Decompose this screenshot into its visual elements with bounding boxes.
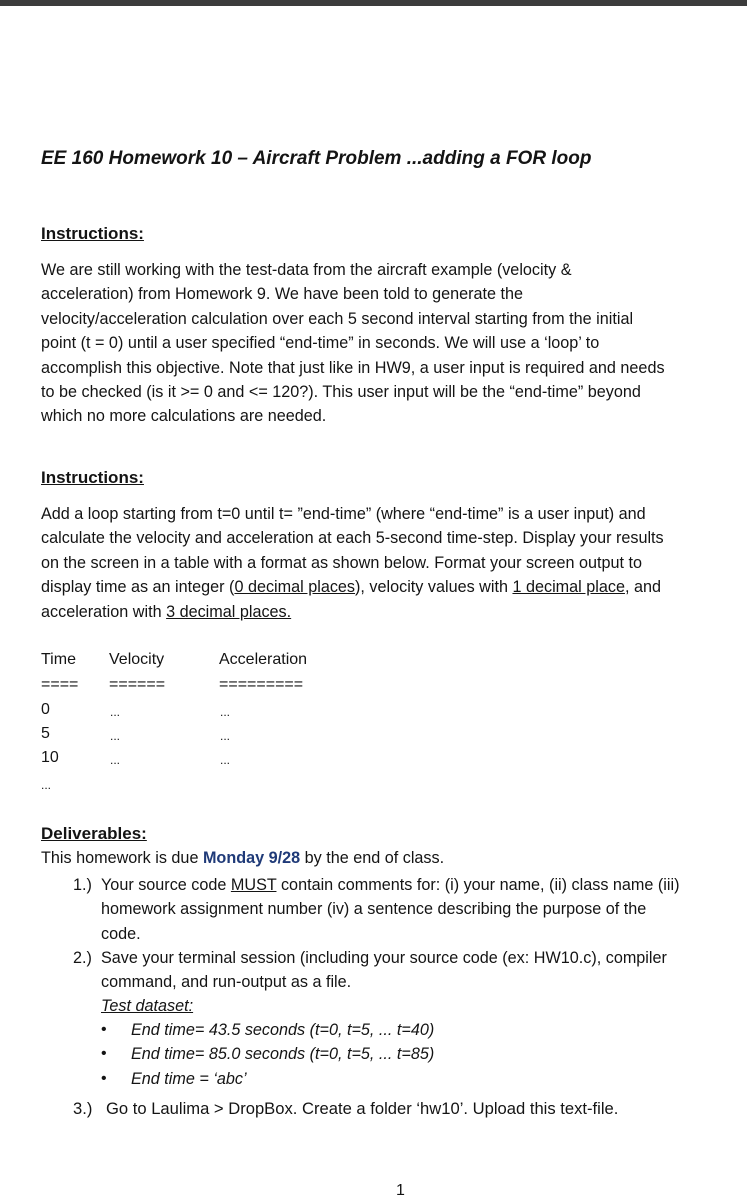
deliverable-item-3: Go to Laulima > DropBox. Create a folder ‘hw10’. Upload this text-file. — [106, 1099, 619, 1118]
text-run: by the end of class. — [300, 849, 445, 867]
item-line: Save your terminal session (including your source code (ex: HW10.c), compiler — [101, 949, 667, 967]
item-number: 1.) — [73, 876, 92, 894]
bullet-icon: • — [101, 1045, 107, 1062]
instructions-paragraph-2 — [41, 502, 664, 624]
paragraph-line — [41, 575, 664, 599]
bullet-icon: • — [101, 1070, 107, 1087]
paragraph-line: to be checked (is it >= 0 and <= 120?). This user input will be the “end-time” beyond — [41, 383, 641, 402]
text-run: display time as an integer ( — [41, 578, 235, 597]
text-run: This homework is due — [41, 849, 203, 867]
text-run: Your source code — [101, 876, 231, 894]
instructions-heading-2: Instructions: — [41, 468, 144, 487]
paragraph-line: We are still working with the test-data from the aircraft example (velocity & — [41, 261, 572, 279]
text-run: contain comments for: (i) your name, (ii) class name (iii) — [276, 876, 680, 894]
instructions-heading-1: Instructions: — [41, 224, 144, 243]
table-header-velocity: Velocity — [109, 651, 165, 668]
deliverable-item-2 — [101, 946, 667, 995]
table-cell-acceleration: ... — [220, 705, 231, 719]
due-date-line — [41, 849, 444, 868]
table-separator: ========= — [219, 676, 304, 693]
paragraph-line: on the screen in a table with a format as shown below. Format your screen output to — [41, 553, 643, 572]
must-emphasis: MUST — [230, 876, 277, 894]
test-dataset-label: Test dataset: — [101, 997, 194, 1015]
paragraph-line — [41, 600, 664, 624]
test-case: End time = ‘abc’ — [131, 1070, 247, 1088]
table-cell-time: 0 — [41, 701, 50, 718]
table-header-time: Time — [41, 651, 76, 668]
paragraph-line: acceleration) from Homework 9. We have been told to generate the — [41, 285, 523, 304]
table-cell-velocity: ... — [110, 729, 121, 743]
bullet-icon: • — [101, 1021, 107, 1038]
table-cell-time: 5 — [41, 725, 50, 742]
instructions-paragraph-1 — [41, 258, 665, 429]
item-number: 3.) — [73, 1099, 93, 1118]
table-header-acceleration: Acceleration — [219, 651, 308, 668]
table-separator: ====== — [109, 676, 166, 693]
top-border — [0, 0, 747, 6]
test-case: End time= 43.5 seconds (t=0, t=5, ... t=40) — [131, 1021, 435, 1039]
table-continuation: ... — [41, 778, 52, 792]
table-cell-acceleration: ... — [220, 729, 231, 743]
table-cell-velocity: ... — [110, 705, 121, 719]
paragraph-line: calculate the velocity and acceleration at each 5-second time-step. Display your results — [41, 529, 664, 548]
table-cell-acceleration: ... — [220, 753, 231, 767]
document-title: EE 160 Homework 10 – Aircraft Problem ...adding a FOR loop — [41, 148, 592, 169]
table-cell-time: 10 — [41, 749, 59, 766]
underlined-decimal-1: 1 decimal place — [512, 578, 625, 597]
text-run: acceleration with — [41, 602, 167, 621]
item-line: homework assignment number (iv) a sentence describing the purpose of the — [101, 900, 647, 919]
item-line — [101, 873, 679, 897]
text-run: , and — [624, 578, 661, 597]
paragraph-line: accomplish this objective. Note that just like in HW9, a user input is required and needs — [41, 358, 665, 377]
paragraph-line: Add a loop starting from t=0 until t= ”end-time” (where “end-time” is a user input) and — [41, 505, 646, 523]
item-line: code. — [101, 924, 141, 943]
item-line: command, and run-output as a file. — [101, 973, 352, 992]
table-cell-velocity: ... — [110, 753, 121, 767]
table-separator: ==== — [41, 676, 79, 693]
paragraph-line: point (t = 0) until a user specified “end-time” in seconds. We will use a ‘loop’ to — [41, 334, 600, 353]
underlined-decimal-3: 3 decimal places. — [166, 602, 292, 621]
underlined-decimal-0: 0 decimal places — [234, 578, 356, 597]
due-date: Monday 9/28 — [202, 849, 301, 867]
deliverable-item-1 — [101, 873, 679, 946]
text-run: ), velocity values with — [355, 578, 513, 597]
paragraph-line: velocity/acceleration calculation over each 5 second interval starting from the initial — [41, 309, 634, 328]
deliverables-heading: Deliverables: — [41, 824, 147, 843]
item-number: 2.) — [73, 949, 92, 967]
page-number: 1 — [396, 1182, 405, 1199]
paragraph-line: which no more calculations are needed. — [41, 407, 327, 426]
test-case: End time= 85.0 seconds (t=0, t=5, ... t=85) — [131, 1045, 435, 1063]
